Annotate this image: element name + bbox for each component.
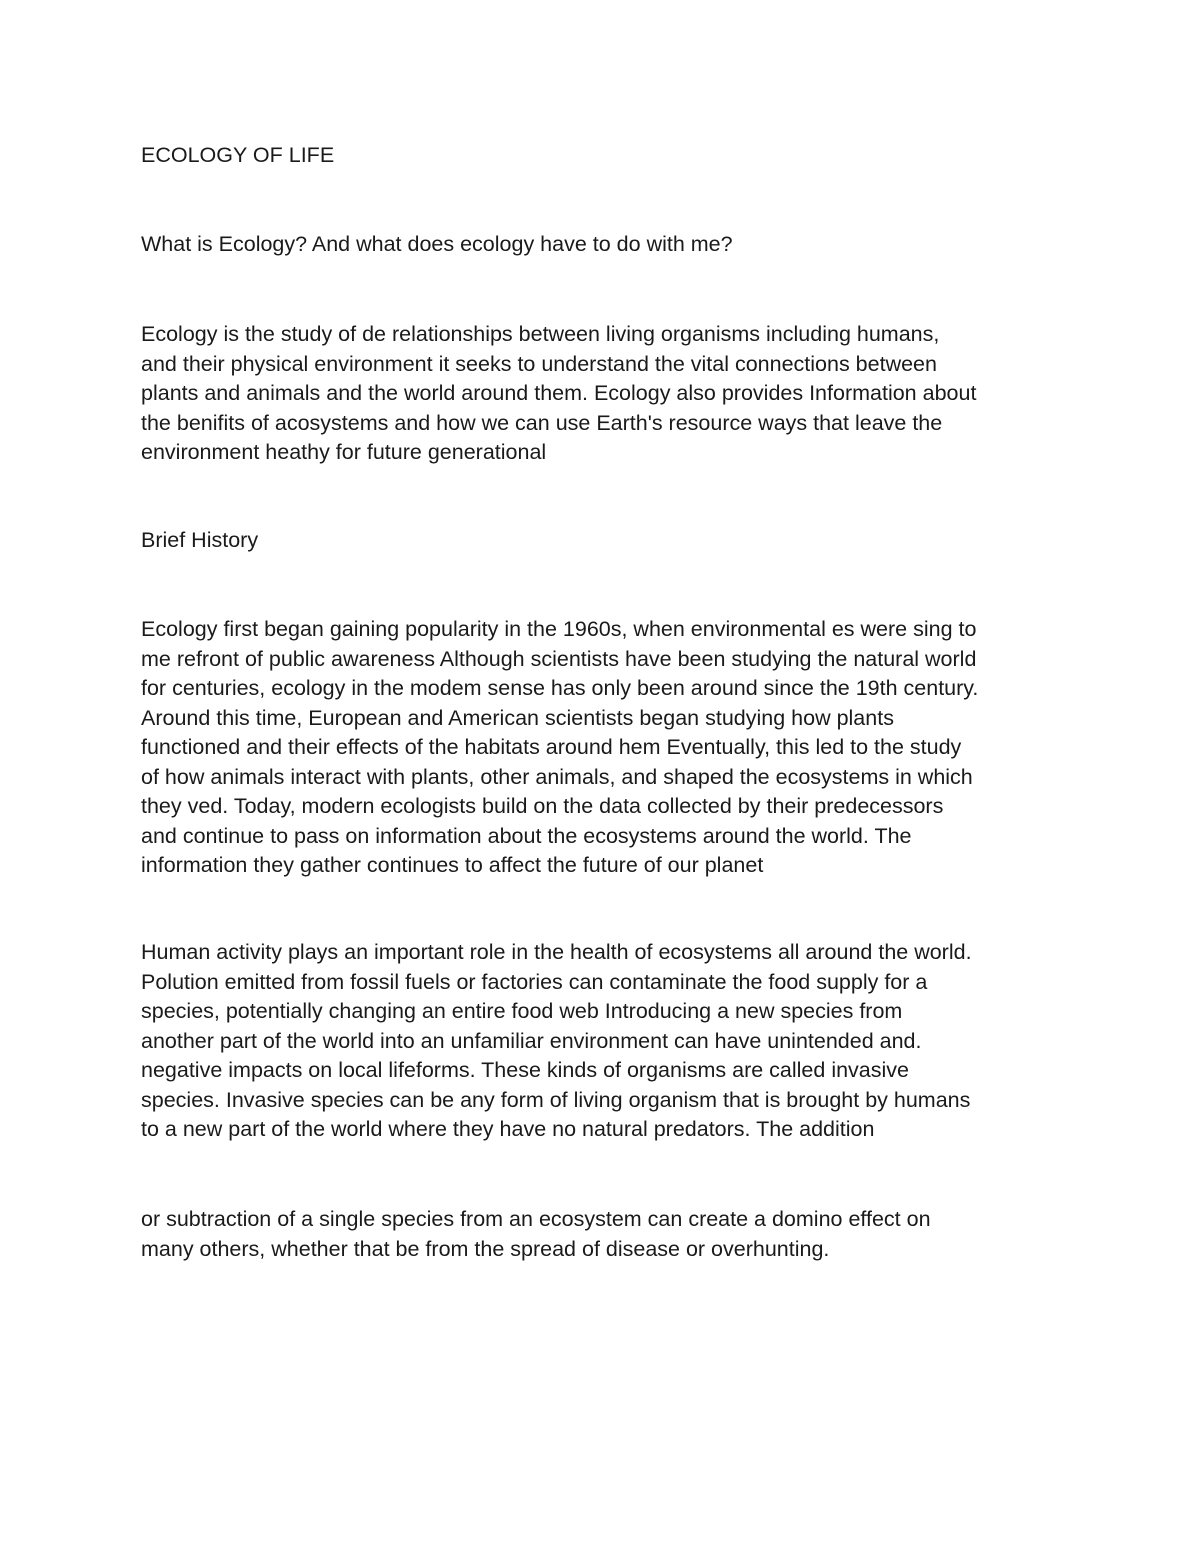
paragraph-line: Polution emitted from fossil fuels or factories can contaminate the food supply for a: [141, 969, 928, 994]
paragraph-line: negative impacts on local lifeforms. These kinds of organisms are called invasive: [141, 1058, 909, 1082]
paragraph-line: plants and animals and the world around them. Ecology also provides Information about: [141, 381, 977, 405]
paragraph-ecology-definition: [141, 320, 1071, 468]
paragraph-history: [141, 615, 1071, 881]
paragraph-domino-effect: [141, 1205, 1071, 1264]
paragraph-human-activity: [141, 938, 1071, 1145]
paragraph-line: the benifits of acosystems and how we can use Earth's resource ways that leave the: [141, 410, 943, 435]
paragraph-line: many others, whether that be from the spread of disease or overhunting.: [141, 1236, 830, 1261]
intro-question: What is Ecology? And what does ecology have to do with me?: [141, 232, 733, 256]
paragraph-line: of how animals interact with plants, other animals, and shaped the ecosystems in which: [141, 764, 973, 789]
paragraph-line: Ecology is the study of de relationships between living organisms including humans,: [141, 322, 940, 346]
paragraph-line: Around this time, European and American scientists began studying how plants: [141, 705, 894, 730]
paragraph-line: species, potentially changing an entire food web Introducing a new species from: [141, 999, 903, 1023]
paragraph-line: or subtraction of a single species from an ecosystem can create a domino effect on: [141, 1207, 931, 1231]
paragraph-line: species. Invasive species can be any form of living organism that is brought by humans: [141, 1087, 971, 1112]
paragraph-line: environment heathy for future generational: [141, 440, 547, 464]
paragraph-line: Ecology first began gaining popularity in the 1960s, when environmental es were sing to: [141, 617, 977, 641]
section-heading-brief-history: Brief History: [141, 528, 259, 552]
paragraph-line: functioned and their effects of the habitats around hem Eventually, this led to the study: [141, 735, 962, 759]
paragraph-line: and continue to pass on information about the ecosystems around the world. The: [141, 823, 912, 848]
paragraph-line: and their physical environment it seeks to understand the vital connections between: [141, 351, 937, 376]
paragraph-line: information they gather continues to affect the future of our planet: [141, 853, 764, 877]
paragraph-line: another part of the world into an unfamiliar environment can have unintended and.: [141, 1028, 922, 1053]
paragraph-line: to a new part of the world where they have no natural predators. The addition: [141, 1117, 875, 1141]
paragraph-line: me refront of public awareness Although scientists have been studying the natural world: [141, 646, 977, 671]
document-title: ECOLOGY OF LIFE: [141, 143, 335, 167]
paragraph-line: for centuries, ecology in the modem sense has only been around since the 19th century.: [141, 676, 979, 700]
paragraph-line: they ved. Today, modern ecologists build on the data collected by their predecessors: [141, 794, 944, 818]
paragraph-line: Human activity plays an important role in the health of ecosystems all around the world.: [141, 940, 972, 964]
